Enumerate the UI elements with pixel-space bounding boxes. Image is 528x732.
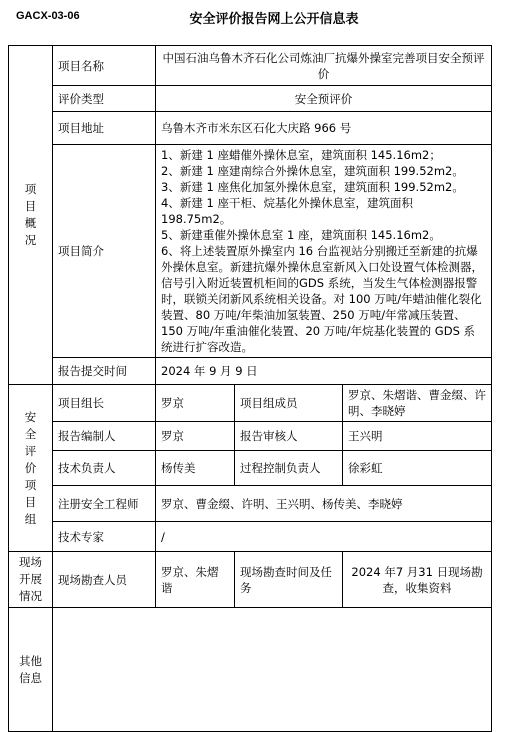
info-table xyxy=(8,45,492,732)
leader-value: 罗京 xyxy=(156,385,235,422)
eval-type-label: 评价类型 xyxy=(53,86,156,112)
row-address xyxy=(9,112,492,145)
eval-type-value: 安全预评价 xyxy=(156,86,492,112)
summary-label: 项目简介 xyxy=(53,145,156,358)
expert-label: 技术专家 xyxy=(53,522,156,552)
document-title: 安全评价报告网上公开信息表 xyxy=(189,12,359,27)
row-summary xyxy=(9,145,492,358)
project-name-value: 中国石油乌鲁木齐石化公司炼油厂抗爆外操室完善项目安全预评价 xyxy=(156,46,492,86)
time-task-value: 2024 年7 月31 日现场勘查，收集资料 xyxy=(343,552,492,608)
time-task-label: 现场勘查时间及任务 xyxy=(235,552,343,608)
surveyors-value: 罗京、朱熠谐 xyxy=(156,552,235,608)
section-survey xyxy=(9,552,53,608)
row-author xyxy=(9,422,492,451)
row-leader xyxy=(9,385,492,422)
author-label: 报告编制人 xyxy=(53,422,156,451)
submit-date-value: 2024 年 9 月 9 日 xyxy=(156,358,492,385)
section-team xyxy=(9,385,53,552)
summary-value: 1、新建 1 座蜡催外操休息室，建筑面积 145.16m2； 2、新建 1 座建南综合外操休息室，建筑面积 199.52m2。 3、新建 1 座焦化加氢外操休息室，建筑面积 199.52m2。 4、新建 1 座干柜、烷基化外操休息室，建筑面积 198.75m2。 5、新建重催外操休息室 1 座，建筑面积 145.16m2。 6、将上述装置原外操室内 16 台监视站分别搬迁至新建的抗爆外操休息室。新建抗爆外操休息室新风入口处设置气体检测器，信号引入附近装置机柜间的GDS 系统，当发生气体检测器报警时，联锁关闭新风系统相关设备。对 100 万吨/年蜡油催化裂化装置、80 万吨/年柴油加氢装置、250 万吨/年常减压装置、150 万吨/年重油催化装置、20 万吨/年烷基化装置的 GDS 系统进行扩容改造。 xyxy=(156,145,492,358)
leader-label: 项目组长 xyxy=(53,385,156,422)
other-value xyxy=(53,608,492,732)
expert-value: / xyxy=(156,522,492,552)
section-other xyxy=(9,608,53,732)
row-survey xyxy=(9,552,492,608)
address-label: 项目地址 xyxy=(53,112,156,145)
document-code: GACX-03-06 xyxy=(16,10,80,22)
row-engineers xyxy=(9,486,492,522)
section-overview xyxy=(9,46,53,385)
members-value: 罗京、朱熠谐、曹金缀、许明、李晓婷 xyxy=(343,385,492,422)
section-team-label: 安全评价项目组 xyxy=(24,409,37,526)
engineers-value: 罗京、曹金缀、许明、王兴明、杨传美、李晓婷 xyxy=(156,486,492,522)
reviewer-label: 报告审核人 xyxy=(235,422,343,451)
project-name-label: 项目名称 xyxy=(53,46,156,86)
section-survey-label: 现场开展情况 xyxy=(19,555,42,603)
row-expert xyxy=(9,522,492,552)
section-other-label: 其他信息 xyxy=(19,653,42,685)
section-overview-label: 项目概况 xyxy=(24,182,37,247)
process-lead-label: 过程控制负责人 xyxy=(235,451,343,486)
tech-lead-value: 杨传美 xyxy=(156,451,235,486)
engineers-label: 注册安全工程师 xyxy=(53,486,156,522)
reviewer-value: 王兴明 xyxy=(343,422,492,451)
row-tech-lead xyxy=(9,451,492,486)
submit-date-label: 报告提交时间 xyxy=(53,358,156,385)
row-submit-date xyxy=(9,358,492,385)
process-lead-value: 徐彩虹 xyxy=(343,451,492,486)
row-eval-type xyxy=(9,86,492,112)
members-label: 项目组成员 xyxy=(235,385,343,422)
row-project-name xyxy=(9,46,492,86)
tech-lead-label: 技术负责人 xyxy=(53,451,156,486)
surveyors-label: 现场勘查人员 xyxy=(53,552,156,608)
address-value: 乌鲁木齐市米东区石化大庆路 966 号 xyxy=(156,112,492,145)
row-other xyxy=(9,608,492,732)
author-value: 罗京 xyxy=(156,422,235,451)
